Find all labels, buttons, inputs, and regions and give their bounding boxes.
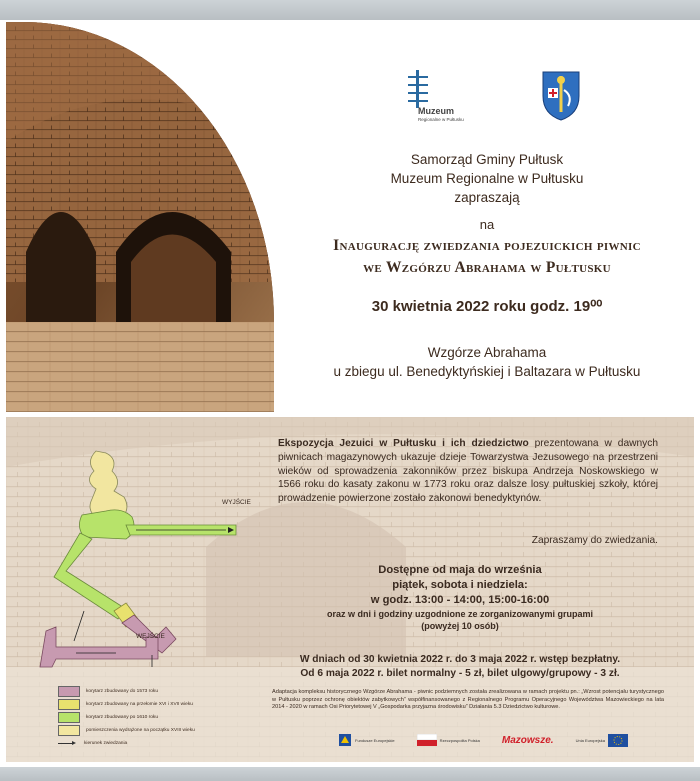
- organizer-line-1: Samorząd Gminy Pułtusk: [410, 152, 564, 167]
- exhibition-description: [278, 437, 658, 506]
- legend-row: [58, 685, 195, 698]
- bottom-bar: [0, 767, 700, 781]
- lower-section: [6, 417, 694, 762]
- organizer-line-2: Muzeum Regionalne w Pułtusku: [390, 171, 584, 186]
- legend-label: korytarz zbudowany do 1573 roku: [86, 689, 158, 694]
- legend-label: kierunek zwiedzania: [84, 741, 128, 746]
- ticket-prices: [250, 653, 670, 681]
- event-place: [282, 343, 692, 381]
- exit-label: WYJŚCIE: [222, 499, 251, 506]
- hours-line-2: piątek, sobota i niedziela:: [392, 579, 528, 591]
- eu-funds-icon: [338, 733, 352, 747]
- legend-swatch-green: [58, 712, 80, 723]
- event-title-line-1: Inaugurację zwiedzania pojezuickich piwnic: [333, 237, 641, 254]
- price-line-2: Od 6 maja 2022 r. bilet normalny - 5 zł, bilet ulgowy/grupowy - 3 zł.: [300, 668, 620, 679]
- funder-eu-funds: [338, 733, 395, 747]
- cellar-map: [26, 441, 266, 681]
- exhibition-name: Ekspozycja Jezuici w Pułtusku i ich dziedzictwo: [278, 438, 529, 449]
- na-word: na: [479, 217, 495, 232]
- legend-row: [58, 698, 195, 711]
- legend-label: korytarz zbudowany na przełomie XVI i XVII wieku: [86, 702, 193, 707]
- exhibition-text: prezentowana w dawnych piwnicach magazynowych ukazuje dzieje Towarzystwa Jezusowego na przestrzeni wieków od sprowadzenia zakonników przez biskupa Andrzeja Noskowskiego w 1566 roku do kasaty zakonu w 1773 roku oraz dalsze losy pułtuskiej szkoły, której prowadzenie powierzone zostało zakonowi benedyktynów.: [278, 438, 659, 505]
- hours-line-4: oraz w dni i godziny uzgodnione ze zorganizowanymi grupami: [326, 609, 593, 619]
- organizer-line-3: zapraszają: [454, 190, 520, 205]
- place-line-1: Wzgórze Abrahama: [427, 345, 547, 360]
- legend-label: pomieszczenia wydrążone na początku XVIII wieku: [86, 728, 195, 733]
- coat-of-arms-icon: [540, 66, 582, 122]
- funder-eu: [576, 734, 628, 747]
- entrance-label: WEJŚCIE: [136, 633, 165, 640]
- chamber-green: [79, 510, 134, 539]
- cellar-vault-photo: [6, 22, 274, 412]
- funder-mazowsze: [502, 735, 554, 746]
- eu-flag-icon: [608, 734, 628, 747]
- hours-line-3: w godz. 13:00 - 14:00, 15:00-16:00: [370, 594, 550, 606]
- legend-row: [58, 737, 195, 750]
- polish-flag-icon: [417, 734, 437, 746]
- legend-swatch-yellow: [58, 699, 80, 710]
- price-line-1: W dniach od 30 kwietnia 2022 r. do 3 maja 2022 r. wstęp bezpłatny.: [299, 654, 621, 665]
- place-line-2: u zbiegu ul. Benedyktyńskiej i Baltazara w Pułtusku: [333, 364, 641, 379]
- event-title: [282, 235, 692, 279]
- legend-row: [58, 724, 195, 737]
- mazowsze-logo: Mazowsze.: [501, 734, 554, 746]
- opening-hours: [250, 563, 670, 632]
- legend-label: korytarz zbudowany po 1610 roku: [86, 715, 158, 720]
- museum-logo-name: Muzeum: [418, 106, 454, 116]
- legend-row: [58, 711, 195, 724]
- hours-line-1: Dostępne od maja do września: [378, 564, 542, 576]
- funder-poland: [417, 734, 480, 746]
- grant-note: Adaptacja kompleksu historycznego Wzgórze Abrahama - piwnic podziemnych została zrealizowana w ramach projektu pn.: „Wzrost potencjału turystycznego w Pułtusku poprzez ochronę obiektów zabytkowych” współfinansowanego z Regionalnego Programu Operacyjnego Województwa Mazowieckiego na lata 2014 - 2020 w ramach Osi Priorytetowej V „Gospodarka przyjazna środowisku” Działania 5.3 Dziedzictwo kulturowe.: [272, 689, 664, 710]
- legend-swatch-light-yellow: [58, 725, 80, 736]
- funder-eu-label: Unia Europejska: [575, 737, 605, 743]
- top-bar: [0, 0, 700, 20]
- museum-logo-sub: Regionalne w Pułtusku: [418, 117, 464, 122]
- funder-eu-funds-label: Fundusze Europejskie: [355, 737, 395, 743]
- organizers-block: [282, 150, 692, 207]
- funder-poland-label: Rzeczpospolita Polska: [439, 737, 480, 743]
- map-legend: [58, 685, 195, 750]
- corridor-diagonal-green: [54, 533, 126, 619]
- legend-swatch-pink: [58, 686, 80, 697]
- arrow-right-icon: [58, 739, 78, 748]
- event-title-line-2: we Wzgórzu Abrahama w Pułtusku: [363, 259, 611, 276]
- hours-line-5: (powyżej 10 osób): [421, 621, 499, 631]
- museum-logo: [404, 66, 480, 126]
- event-date: 30 kwietnia 2022 roku godz. 19⁰⁰: [371, 298, 603, 315]
- closing-invitation: Zapraszamy do zwiedzania.: [531, 535, 658, 546]
- funder-logos: [338, 729, 628, 751]
